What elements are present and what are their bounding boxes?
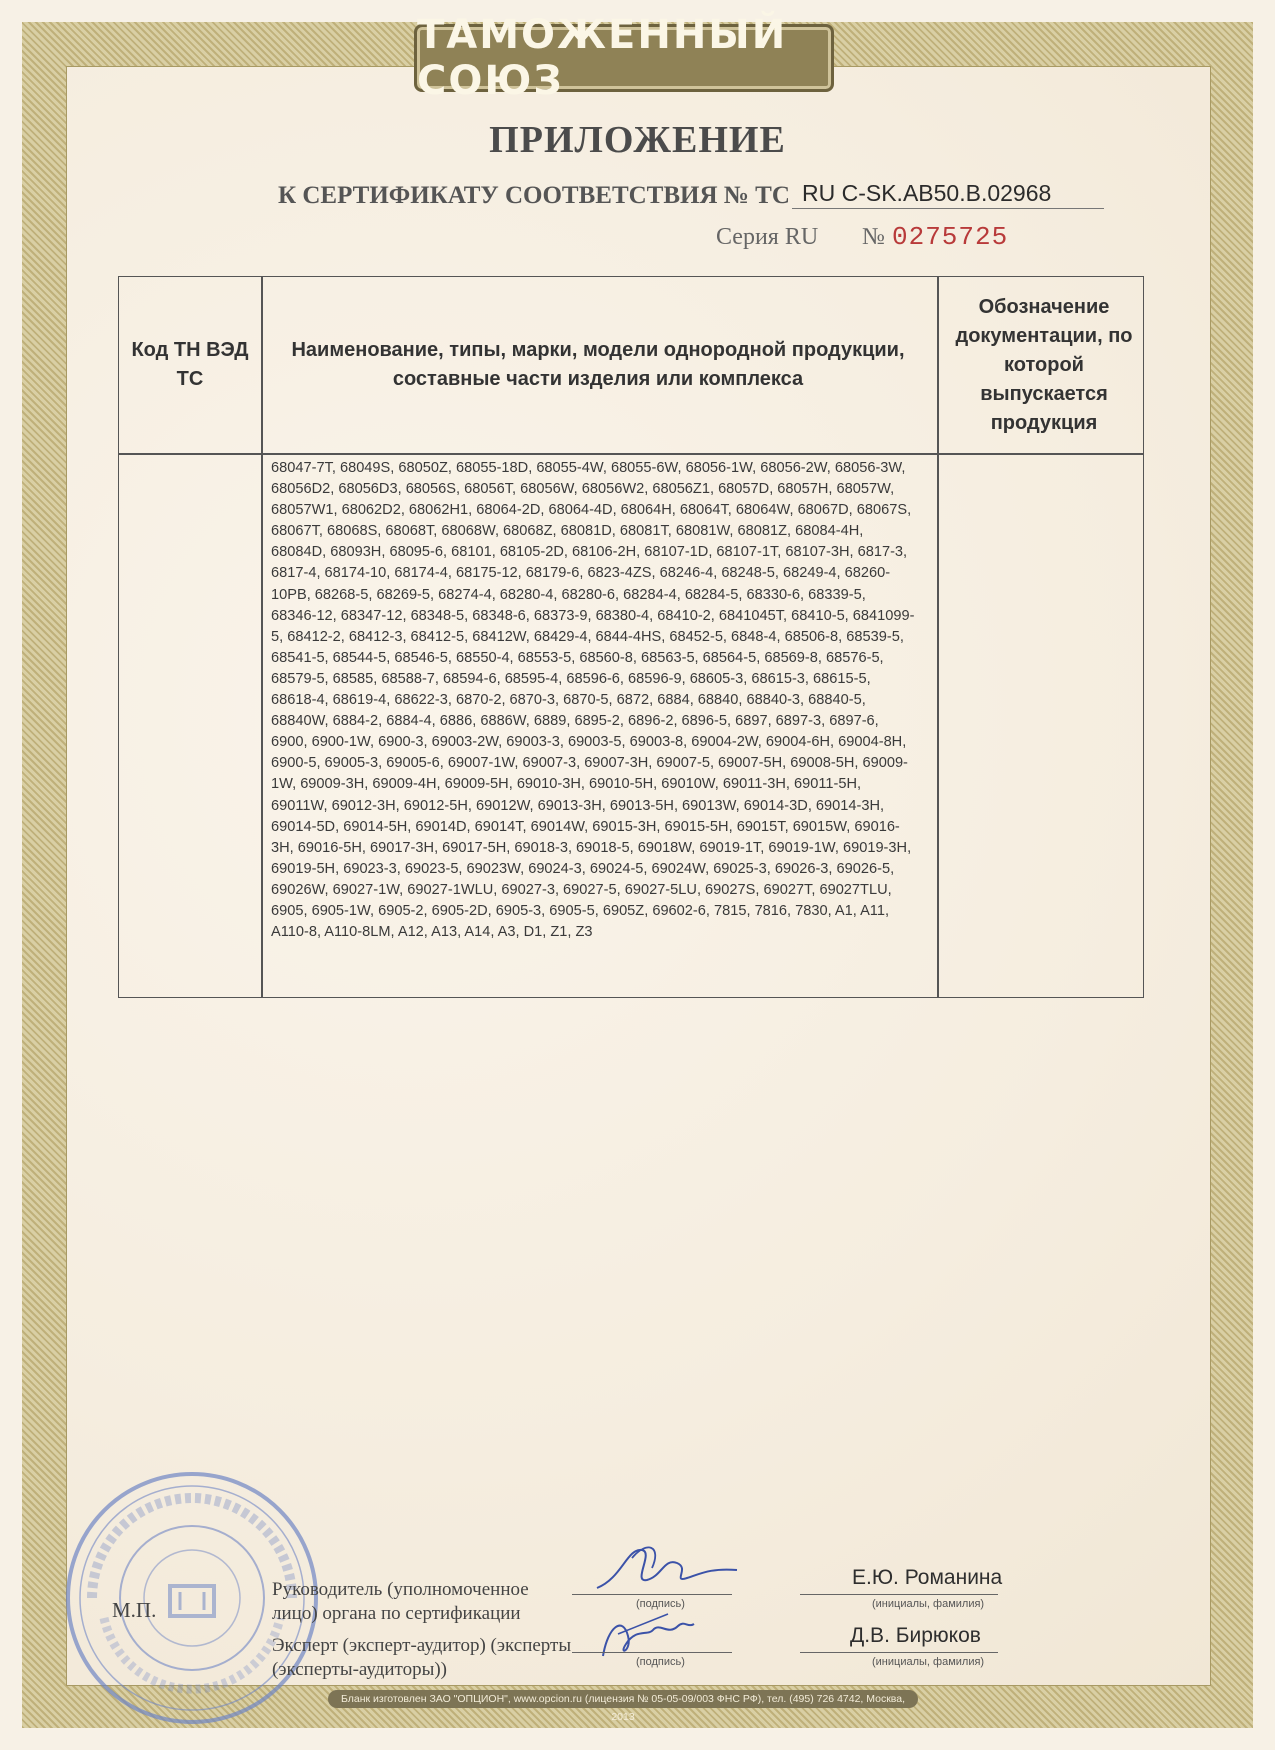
table-header-divider — [119, 453, 1143, 455]
expert-signatory-label: Эксперт (эксперт-аудитор) (эксперты (эксперты-аудиторы)) — [272, 1635, 572, 1680]
head-signatory-label: Руководитель (уполномоченное лицо) органа по сертификации — [272, 1579, 529, 1624]
series-number: 0275725 — [892, 222, 1009, 252]
head-name-line — [800, 1594, 998, 1595]
expert-name: Д.В. Бирюков — [850, 1624, 981, 1647]
head-signature-line — [572, 1594, 732, 1595]
expert-signature-caption: (подпись) — [636, 1656, 685, 1668]
expert-name-line — [800, 1652, 998, 1653]
certificate-number: RU C-SK.AB50.B.02968 — [802, 180, 1052, 206]
expert-name-caption: (инициалы, фамилия) — [872, 1656, 985, 1668]
head-signature-caption: (подпись) — [636, 1598, 685, 1610]
series-no-label: № — [862, 224, 885, 250]
head-name: Е.Ю. Романина — [852, 1566, 1003, 1589]
table-divider-2 — [937, 277, 939, 997]
table-divider-1 — [261, 277, 263, 997]
expert-signature-line — [572, 1652, 732, 1653]
products-list: 68047-7T, 68049S, 68050Z, 68055-18D, 68055-4W, 68055-6W, 68056-1W, 68056-2W, 68056-3W, 68056D2, 68056D3, 68056S, 68056T, 68056W, 68056W2, 68056Z1, 68057D, 68057H, 68057W, 68057W1, 68062D2, 68062H1, 68064-2D, 68064-4D, 68064H, 68064T, 68064W, 68067D, 68067S, 68067T, 68068S, 68068T, 68068W, 68068Z, 68081D, 68081T, 68081W, 68081Z, 68084-4H, 68084D, 68093H, 68095-6, 68101, 68105-2D, 68106-2H, 68107-1D, 68107-1T, 68107-3H, 6817-3, 6817-4, 68174-10, 68174-4, 68175-12, 68179-6, 6823-4ZS, 68246-4, 68248-5, 68249-4, 68260-10PB, 68268-5, 68269-5, 68274-4, 68280-4, 68280-6, 68284-4, 68284-5, 68330-6, 68339-5, 68346-12, 68347-12, 68348-5, 68348-6, 68373-9, 68380-4, 68410-2, 6841045T, 68410-5, 6841099-5, 68412-2, 68412-3, 68412-5, 68412W, 68429-4, 6844-4HS, 68452-5, 6848-4, 68506-8, 68539-5, 68541-5, 68544-5, 68546-5, 68550-4, 68553-5, 68560-8, 68563-5, 68564-5, 68569-8, 68576-5, 68579-5, 68585, 68588-7, 68594-6, 68595-4, 68596-6, 68596-9, 68605-3, 68615-3, 68615-5, 68618-4, 68619-4, 68622-3, 6870-2, 6870-3, 6870-5, 6872, 6884, 68840, 68840-3, 68840-5, 68840W, 6884-2, 6884-4, 6886, 6886W, 6889, 6895-2, 6896-2, 6896-5, 6897, 6897-3, 6897-6, 6900, 6900-1W, 6900-3, 69003-2W, 69003-3, 69003-5, 69003-8, 69004-2W, 69004-6H, 69004-8H, 6900-5, 69005-3, 69005-6, 69007-1W, 69007-3, 69007-3H, 69007-5, 69007-5H, 69008-5H, 69009-1W, 69009-3H, 69009-4H, 69009-5H, 69010-3H, 69010-5H, 69010W, 69011-3H, 69011-5H, 69011W, 69012-3H, 69012-5H, 69012W, 69013-3H, 69013-5H, 69013W, 69014-3D, 69014-3H, 69014-5D, 69014-5H, 69014D, 69014T, 69014W, 69015-3H, 69015-5H, 69015T, 69015W, 69016-3H, 69016-5H, 69017-3H, 69017-5H, 69018-3, 69018-5, 69018W, 69019-1T, 69019-1W, 69019-3H, 69019-5H, 69023-3, 69023-5, 69023W, 69024-3, 69024-5, 69024W, 69025-3, 69026-3, 69026-5, 69026W, 69027-1W, 69027-1WLU, 69027-3, 69027-5, 69027-5LU, 69027S, 69027T, 69027TLU, 6905, 6905-1W, 6905-2, 6905-2D, 6905-3, 6905-5, 6905Z, 69602-6, 7815, 7816, 7830, A1, A11, A110-8, A110-8LM, A12, A13, A14, A3, D1, Z1, Z3 — [271, 460, 915, 941]
customs-union-text: ТАМОЖЕННЫЙ СОЮЗ — [417, 12, 788, 104]
certificate-subtitle: К СЕРТИФИКАТУ СООТВЕТСТВИЯ № ТС — [278, 182, 790, 209]
series-label: Серия RU — [716, 224, 819, 250]
head-name-caption: (инициалы, фамилия) — [872, 1598, 985, 1610]
col-header-docs: Обозначение документации, по которой выпускается продукция — [955, 295, 1133, 434]
head-signature — [592, 1538, 742, 1598]
col-header-name: Наименование, типы, марки, модели однородной продукции, составные части изделия или комплекса — [291, 339, 905, 390]
col-header-code: Код ТН ВЭД ТС — [131, 339, 249, 390]
blank-printer-footer: Бланк изготовлен ЗАО "ОПЦИОН", www.opcion.ru (лицензия № 05-05-09/003 ФНС РФ), тел. (495) 726 4742, Москва, 2013 — [328, 1690, 918, 1708]
certificate-underline — [792, 208, 1104, 209]
customs-union-banner — [414, 12, 834, 104]
page-title: ПРИЛОЖЕНИЕ — [489, 119, 786, 161]
products-table — [118, 276, 1144, 998]
stamp-place-label: М.П. — [112, 1598, 157, 1622]
